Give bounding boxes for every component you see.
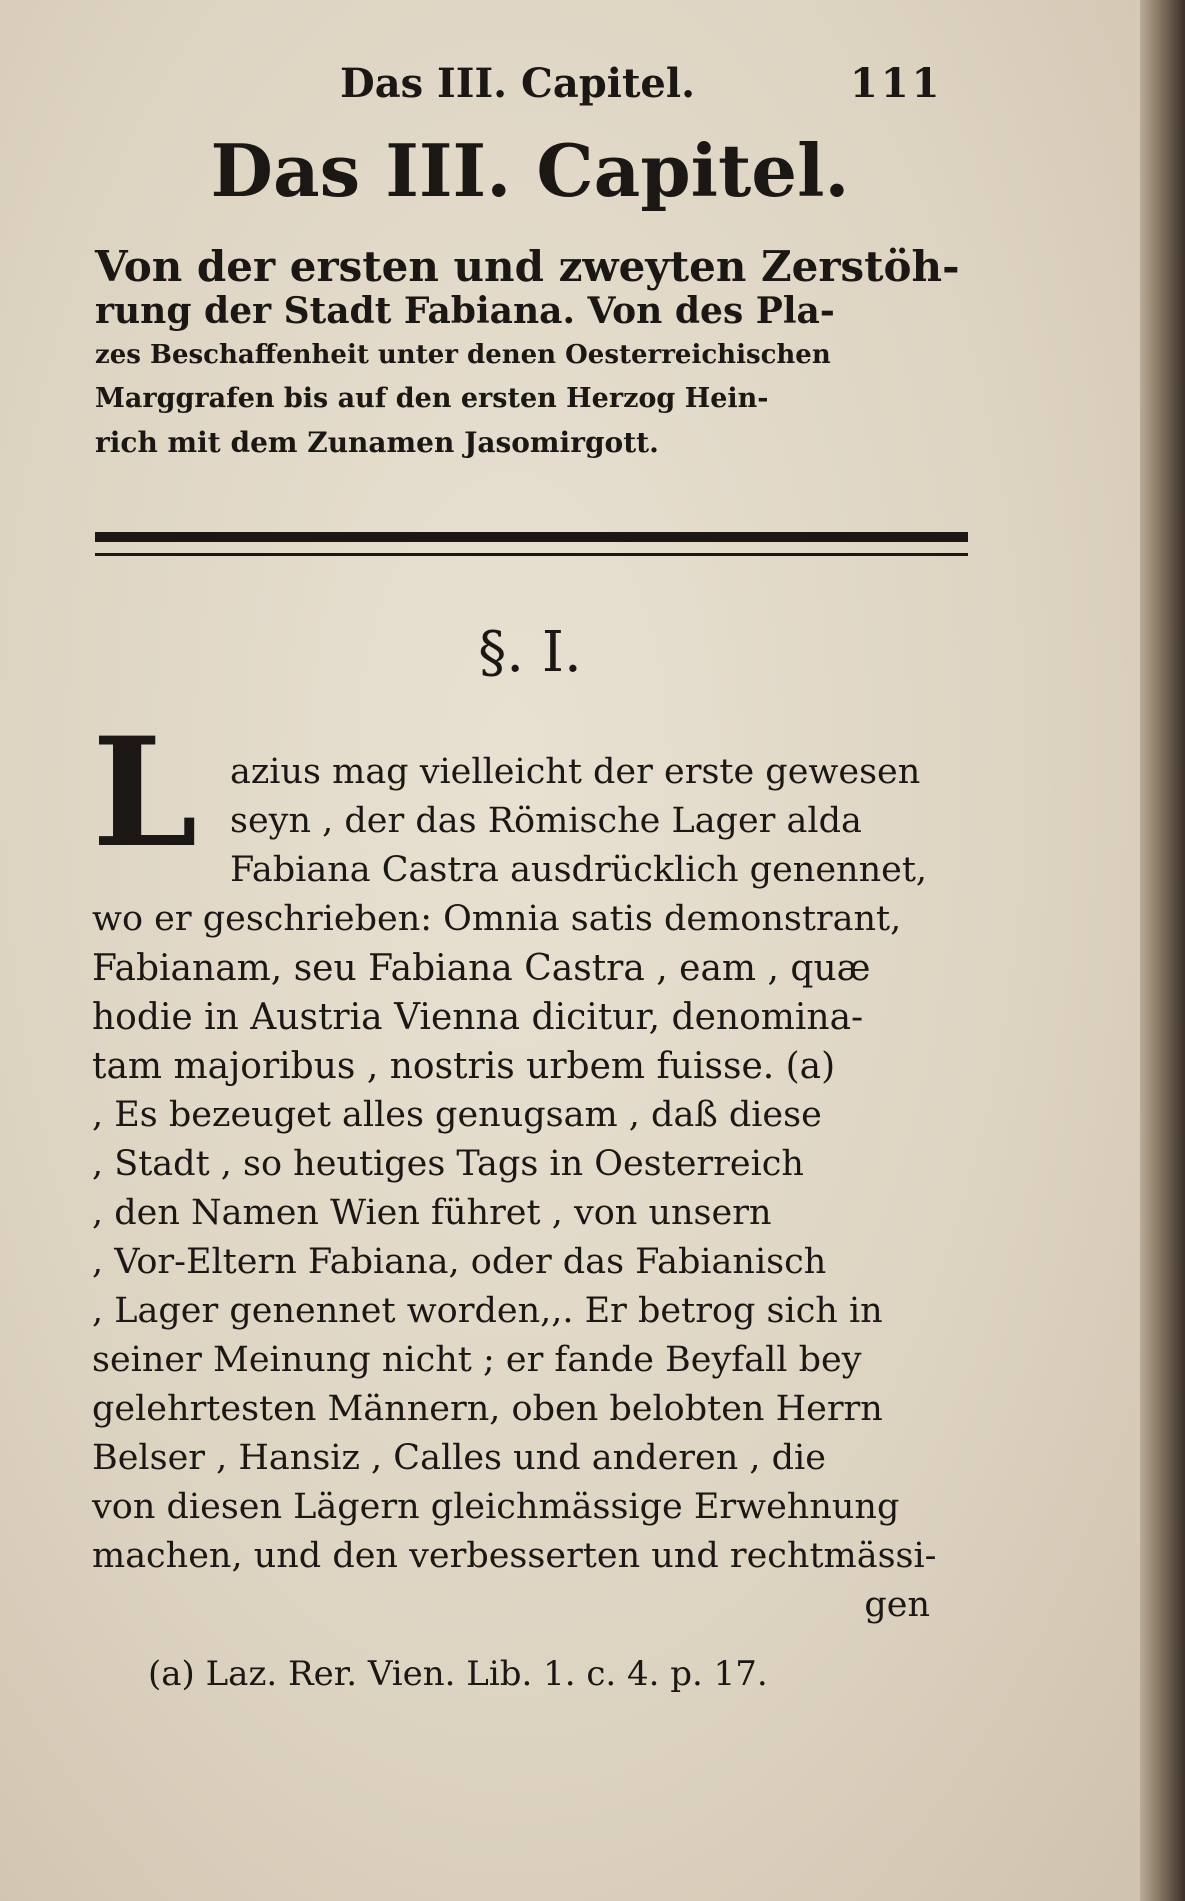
summary-line: zes Beschaffenheit unter denen Oesterreichischen (95, 340, 831, 370)
text-line: , Stadt , so heutiges Tags in Oesterreich (92, 1144, 804, 1184)
text-line: , Es bezeuget alles genugsam , daß diese (92, 1095, 822, 1135)
text-line: azius mag vielleicht der erste gewesen (230, 752, 921, 792)
text-line: , Lager genennet worden,,. Er betrog sich in (92, 1291, 883, 1331)
summary-line: Von der ersten und zweyten Zerstöh- (95, 242, 960, 291)
page-edge-shadow (1140, 0, 1185, 1901)
divider-thin (95, 553, 968, 556)
text-line: wo er geschrieben: Omnia satis demonstrant, (92, 899, 902, 939)
divider-thick (95, 532, 968, 542)
text-line: tam majoribus , nostris urbem fuisse. (a) (92, 1046, 836, 1087)
text-line: Fabianam, seu Fabiana Castra , eam , quæ (92, 948, 871, 989)
text-line: machen, und den verbesserten und rechtmässi- (92, 1536, 937, 1576)
drop-cap: L (92, 705, 198, 881)
chapter-title: Das III. Capitel. (210, 128, 850, 213)
text-line: seyn , der das Römische Lager alda (230, 801, 862, 841)
text-line: Fabiana Castra ausdrücklich genennet, (230, 850, 928, 890)
text-line: Belser , Hansiz , Calles und anderen , die (92, 1438, 826, 1478)
running-head (330, 60, 943, 120)
footnote: (a) Laz. Rer. Vien. Lib. 1. c. 4. p. 17. (148, 1654, 768, 1694)
text-line: seiner Meinung nicht ; er fande Beyfall bey (92, 1340, 862, 1380)
text-line: hodie in Austria Vienna dicitur, denomina- (92, 997, 864, 1038)
page-number: 111 (850, 60, 943, 107)
body-text (92, 748, 982, 1630)
summary-line: rung der Stadt Fabiana. Von des Pla- (95, 290, 835, 332)
text-line: , den Namen Wien führet , von unsern (92, 1193, 772, 1233)
summary-line: Marggrafen bis auf den ersten Herzog Hein- (95, 383, 769, 414)
text-line: , Vor-Eltern Fabiana, oder das Fabianisch (92, 1242, 827, 1282)
running-head-title: Das III. Capitel. (340, 60, 695, 107)
chapter-summary (95, 242, 975, 465)
catchword: gen (864, 1585, 930, 1625)
text-line: von diesen Lägern gleichmässige Erwehnung (92, 1487, 900, 1527)
text-line: gelehrtesten Männern, oben belobten Herrn (92, 1389, 883, 1429)
section-heading: §. I. (478, 620, 582, 685)
summary-line: rich mit dem Zunamen Jasomirgott. (95, 426, 659, 459)
